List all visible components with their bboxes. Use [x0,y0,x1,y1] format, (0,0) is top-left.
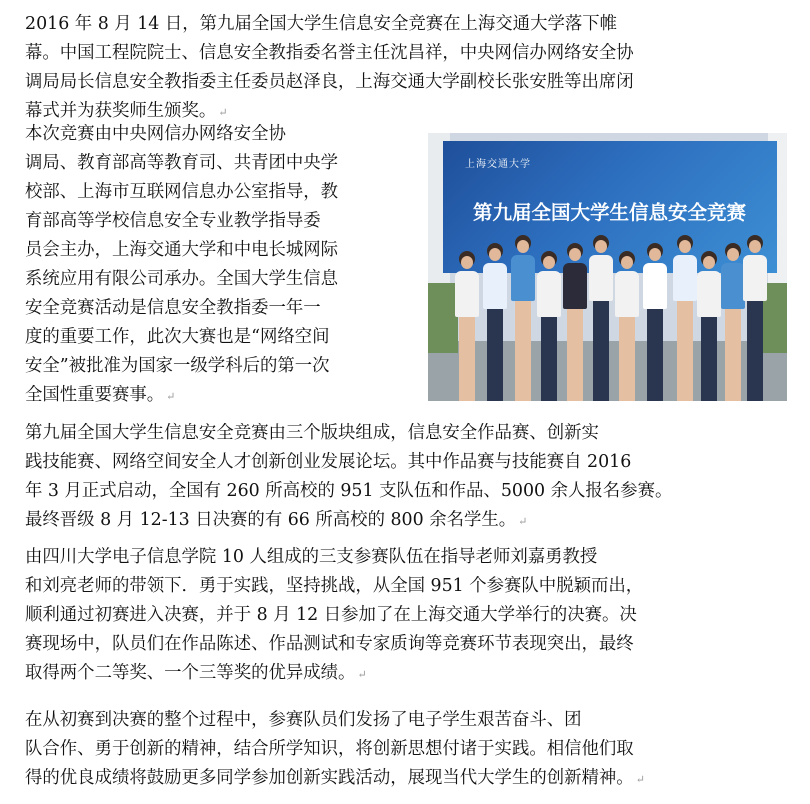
paragraph-4-line: 由四川大学电子信息学院 10 人组成的三支参赛队伍在指导老师刘嘉勇教授 [25,547,598,567]
paragraph-4-line: 顺利通过初赛进入决赛，并于 8 月 12 日参加了在上海交通大学举行的决赛。决 [25,605,637,625]
paragraph-3-line: 践技能赛、网络空间安全人才创新创业发展论坛。其中作品赛与技能赛自 2016 [25,452,632,472]
paragraph-2-line: 全国性重要赛事。 ↵ [25,385,176,405]
paragraph-mark-icon: ↵ [635,773,645,786]
student-figure [742,235,768,401]
paragraph-1-line: 幕。中国工程院院士、信息安全教指委名誉主任沈昌祥，中央网信办网络安全协 [25,43,634,63]
paragraph-1-line: 调局局长信息安全教指委主任委员赵泽良，上海交通大学副校长张安胜等出席闭 [25,72,634,92]
student-figure [562,243,588,401]
student-figure [588,235,614,401]
paragraph-mark-icon: ↵ [357,668,367,681]
paragraph-2-line: 校部、上海市互联网信息办公室指导，教 [25,182,339,202]
paragraph-2-line: 安全竞赛活动是信息安全教指委一年一 [25,298,321,318]
paragraph-3-line: 年 3 月正式启动，全国有 260 所高校的 951 支队伍和作品、5000 余人报名参赛。 [25,481,673,501]
student-figure [672,235,698,401]
university-logo-text: 上海交通大学 [465,159,531,170]
paragraph-3-line: 最终晋级 8 月 12-13 日决赛的有 66 所高校的 800 余名学生。 ↵ [25,510,528,530]
paragraph-2-line: 本次竞赛由中央网信办网络安全协 [25,124,286,144]
paragraph-2-line: 育部高等学校信息安全专业教学指导委 [25,211,321,231]
paragraph-1-line: 幕式并为获奖师生颁奖。 ↵ [25,101,228,121]
paragraph-2-line: 员会主办，上海交通大学和中电长城网际 [25,240,339,260]
student-figure [696,251,722,401]
paragraph-4-line: 赛现场中，队员们在作品陈述、作品测试和专家质询等竞赛环节表现突出，最终 [25,634,634,654]
paragraph-5-line: 队合作、勇于创新的精神，结合所学知识，将创新思想付诸于实践。相信他们取 [25,739,634,759]
paragraph-1-line: 2016 年 8 月 14 日，第九届全国大学生信息安全竞赛在上海交通大学落下帷 [25,14,618,34]
student-figure [642,243,668,401]
banner-title: 第九届全国大学生信息安全竞赛 [473,201,747,224]
award-group-photo [428,133,787,401]
paragraph-4-line: 和刘亮老师的带领下．勇于实践，坚持挑战，从全国 951 个参赛队中脱颖而出， [25,576,644,596]
student-figure [454,251,480,401]
student-figure [536,251,562,401]
paragraph-5-line: 在从初赛到决赛的整个过程中，参赛队员们发扬了电子学生艰苦奋斗、团 [25,710,582,730]
paragraph-2-line: 度的重要工作，此次大赛也是“网络空间 [25,327,330,347]
paragraph-mark-icon: ↵ [166,390,176,403]
paragraph-2-line: 安全”被批准为国家一级学科后的第一次 [25,356,330,376]
paragraph-5-line: 得的优良成绩将鼓励更多同学参加创新实践活动，展现当代大学生的创新精神。 ↵ [25,768,645,788]
paragraph-2-line: 调局、教育部高等教育司、共青团中央学 [25,153,339,173]
student-figure [614,251,640,401]
paragraph-4-line: 取得两个二等奖、一个三等奖的优异成绩。 ↵ [25,663,367,683]
paragraph-3-line: 第九届全国大学生信息安全竞赛由三个版块组成，信息安全作品赛、创新实 [25,423,599,443]
paragraph-2-line: 系统应用有限公司承办。全国大学生信息 [25,269,339,289]
student-figure [482,243,508,401]
paragraph-mark-icon: ↵ [218,106,228,119]
student-figure [510,235,536,401]
paragraph-mark-icon: ↵ [518,515,528,528]
